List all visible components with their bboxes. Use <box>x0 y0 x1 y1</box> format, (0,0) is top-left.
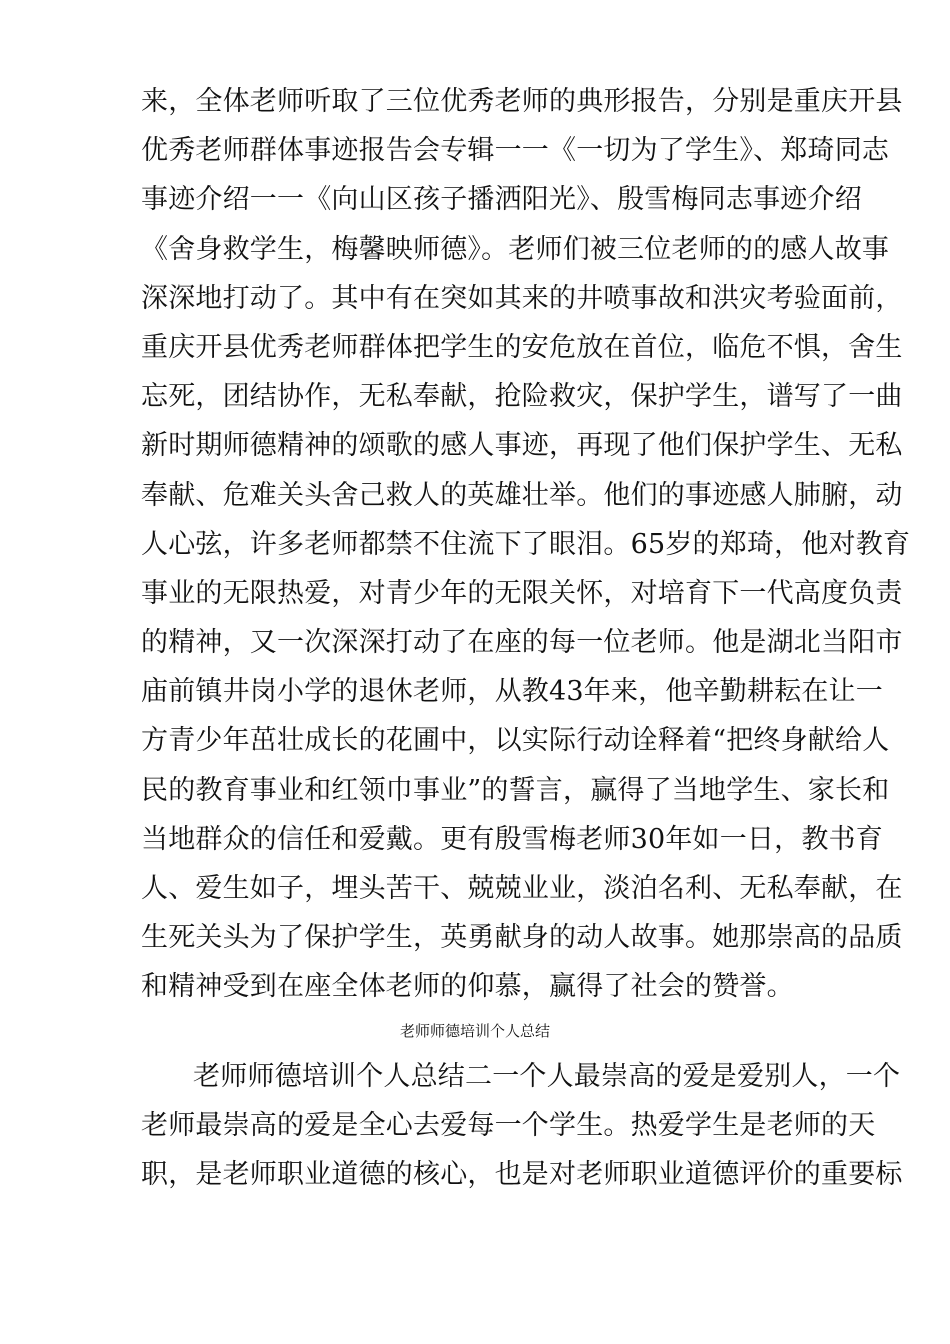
text-line: 重庆开县优秀老师群体把学生的安危放在首位，临危不惧，舍生 <box>141 331 903 363</box>
section-paragraph <box>141 1052 903 1200</box>
text-line: 庙前镇井岗小学的退休老师，从教43年来，他辛勤耕耘在让一 <box>141 676 883 708</box>
text-line: 方青少年茁壮成长的花圃中，以实际行动诠释着“把终身献给人 <box>141 725 890 757</box>
text-line: 人、爱生如子，埋头苦干、兢兢业业，淡泊名利、无私奉献，在 <box>141 873 903 904</box>
text-line: 当地群众的信任和爱戴。更有殷雪梅老师30年如一日，教书育 <box>141 823 883 855</box>
body-paragraph <box>141 77 911 1012</box>
text-line: 人心弦，许多老师都禁不住流下了眼泪。65岁的郑琦，他对教育 <box>141 528 911 560</box>
text-line: 优秀老师群体事迹报告会专辑一一《一切为了学生》、郑琦同志 <box>141 135 890 167</box>
text-line: 《舍身救学生，梅馨映师德》。老师们被三位老师的的感人故事 <box>141 233 890 265</box>
text-line: 生死关头为了保护学生，英勇献身的动人故事。她那崇高的品质 <box>141 922 903 954</box>
text-line: 新时期师德精神的颂歌的感人事迹，再现了他们保护学生、无私 <box>141 430 903 462</box>
text-line: 奉献、危难关头舍己救人的英雄壮举。他们的事迹感人肺腑，动 <box>141 479 903 511</box>
text-line: 老师师德培训个人总结二一个人最崇高的爱是爱别人，一个 <box>193 1061 901 1092</box>
text-line: 深深地打动了。其中有在突如其来的井喷事故和洪灾考验面前， <box>141 282 903 314</box>
text-line: 职，是老师职业道德的核心，也是对老师职业道德评价的重要标 <box>141 1159 903 1191</box>
text-line: 民的教育事业和红领巾事业”的誓言，赢得了当地学生、家长和 <box>141 774 890 806</box>
text-line: 来，全体老师听取了三位优秀老师的典形报告，分别是重庆开县 <box>141 86 903 117</box>
text-line: 事迹介绍一一《向山区孩子播洒阳光》、殷雪梅同志事迹介绍 <box>141 184 862 216</box>
text-line: 事业的无限热爱，对青少年的无限关怀，对培育下一代高度负责 <box>141 577 903 609</box>
text-line: 忘死，团结协作，无私奉献，抢险救灾，保护学生，谱写了一曲 <box>141 381 903 413</box>
section-heading: 老师师德培训个人总结 <box>399 1022 550 1040</box>
text-line: 老师最崇高的爱是全心去爱每一个学生。热爱学生是老师的天 <box>141 1110 876 1142</box>
text-line: 的精神，又一次深深打动了在座的每一位老师。他是湖北当阳市 <box>141 627 903 659</box>
text-line: 和精神受到在座全体老师的仰慕，赢得了社会的赞誉。 <box>141 971 794 1003</box>
